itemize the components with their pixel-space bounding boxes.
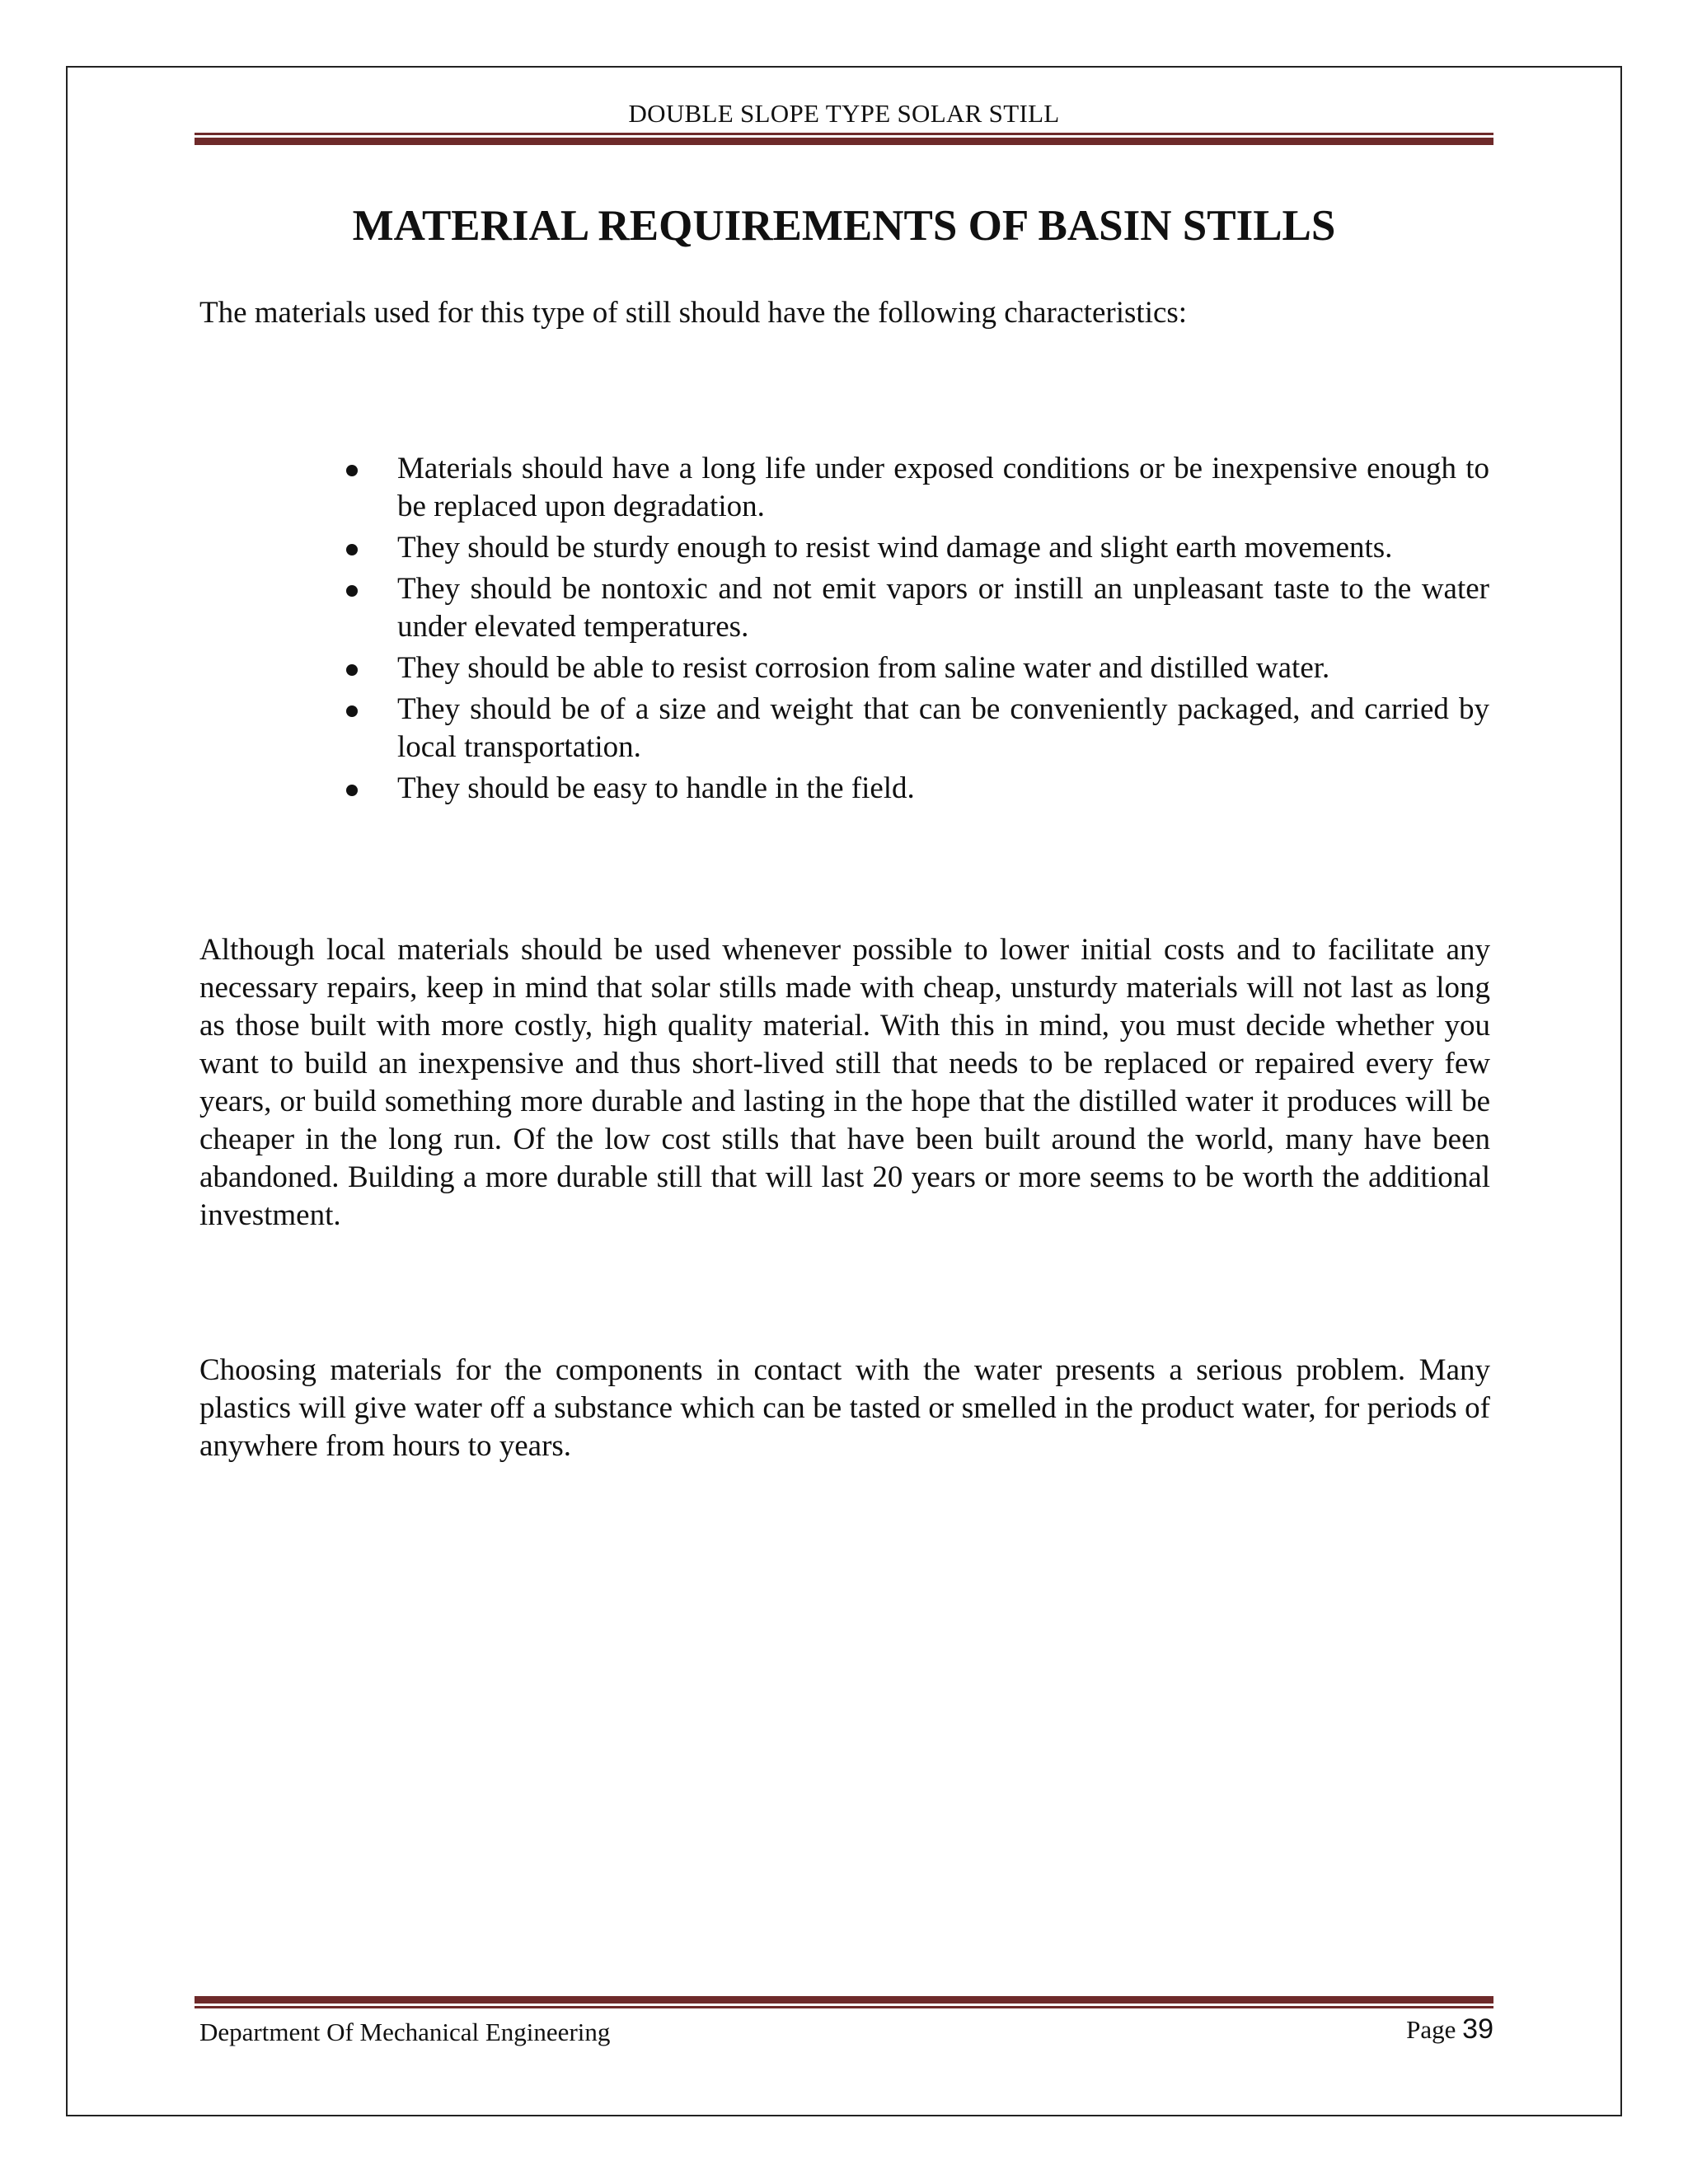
list-item bbox=[340, 529, 1489, 567]
page-label: Page bbox=[1406, 2015, 1456, 2044]
list-item bbox=[340, 649, 1489, 687]
list-item-text: They should be able to resist corrosion from saline water and distilled water. bbox=[397, 651, 1330, 685]
list-item-text: They should be easy to handle in the field. bbox=[397, 771, 915, 805]
list-item bbox=[340, 691, 1489, 766]
list-item bbox=[340, 450, 1489, 526]
page-title: MATERIAL REQUIREMENTS OF BASIN STILLS bbox=[352, 202, 1336, 250]
list-item bbox=[340, 770, 1489, 808]
footer-page bbox=[1406, 2013, 1493, 2046]
footer-rule-thin bbox=[195, 2006, 1493, 2008]
bullet-icon bbox=[346, 785, 358, 796]
characteristics-list bbox=[340, 450, 1489, 811]
bullet-icon bbox=[346, 544, 358, 555]
bullet-icon bbox=[346, 585, 358, 597]
footer-department: Department Of Mechanical Engineering bbox=[199, 2018, 611, 2046]
list-item-text: They should be nontoxic and not emit vapors or instill an unpleasant taste to the water under elevated temperatures. bbox=[397, 572, 1489, 644]
bullet-icon bbox=[346, 705, 358, 717]
footer-rule bbox=[195, 1996, 1493, 2008]
bullet-icon bbox=[346, 664, 358, 676]
intro-paragraph: The materials used for this type of still should have the following characteristics: bbox=[199, 296, 1188, 330]
list-item bbox=[340, 570, 1489, 646]
page-number: 39 bbox=[1462, 2013, 1493, 2045]
running-header: DOUBLE SLOPE TYPE SOLAR STILL bbox=[628, 99, 1060, 128]
bullet-icon bbox=[346, 465, 358, 476]
list-item-text: They should be of a size and weight that can be conveniently packaged, and carried by local transportation. bbox=[397, 692, 1489, 764]
footer-rule-thick bbox=[195, 1996, 1493, 2004]
header-rule bbox=[195, 133, 1493, 145]
body-paragraph-water-contact: Choosing materials for the components in contact with the water presents a serious problem. Many plastics will give water off a substance which can be tasted or smelled in the product water, for periods of anywhere from hours to years. bbox=[199, 1353, 1490, 1463]
body-paragraph-materials-cost: Although local materials should be used whenever possible to lower initial costs and to facilitate any necessary repairs, keep in mind that solar stills made with cheap, unsturdy materials will not last as long as those built with more costly, high quality material. With this in mind, you must decide whether you want to build an inexpensive and thus short-lived still that needs to be replaced or repaired every few years, or build something more durable and lasting in the hope that the distilled water it produces will be cheaper in the long run. Of the low cost stills that have been built around the world, many have been abandoned. Building a more durable still that will last 20 years or more seems to be worth the additional investment. bbox=[199, 933, 1490, 1232]
list-item-text: Materials should have a long life under exposed conditions or be inexpensive enough to be replaced upon degradation. bbox=[397, 452, 1489, 523]
header-rule-thick bbox=[195, 138, 1493, 145]
list-item-text: They should be sturdy enough to resist wind damage and slight earth movements. bbox=[397, 531, 1393, 565]
